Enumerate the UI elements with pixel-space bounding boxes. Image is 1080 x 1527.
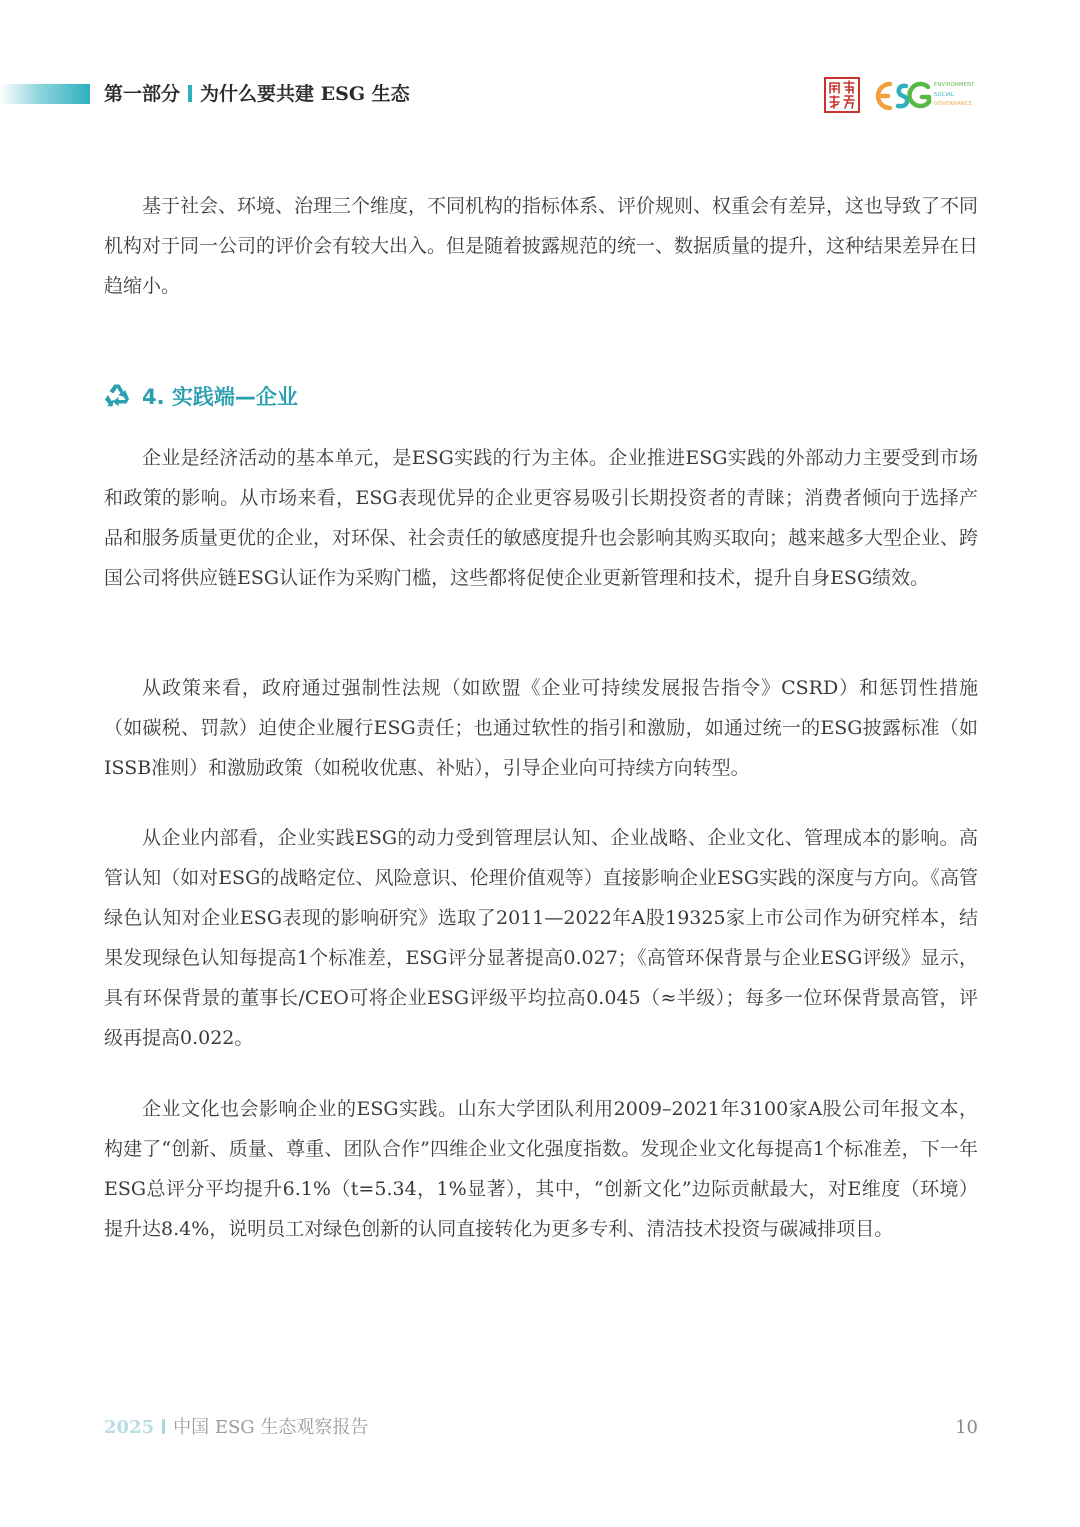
- esg-logo-line-environment: ENVIRONMENT: [934, 82, 975, 88]
- running-header: [104, 80, 410, 108]
- part-label: 第一部分: [104, 83, 181, 105]
- footer-divider: [162, 1419, 165, 1434]
- section-heading: [102, 378, 298, 414]
- paragraph-rating-differences: 基于社会、环境、治理三个维度，不同机构的指标体系、评价规则、权重会有差异，这也导致了不同机构对于同一公司的评价会有较大出入。但是随着披露规范的统一、数据质量的提升，这种结果差异在日趋缩小。: [104, 195, 979, 297]
- footer-year: 2025: [104, 1417, 155, 1438]
- seal-glyphs: [826, 79, 858, 111]
- southern-weekly-seal-logo: [824, 77, 860, 113]
- paragraph-internal-drivers: 从企业内部看，企业实践ESG的动力受到管理层认知、企业战略、企业文化、管理成本的影响。高管认知（如对ESG的战略定位、风险意识、伦理价值观等）直接影响企业ESG实践的深度与方向。《高管绿色认知对企业ESG表现的影响研究》选取了2011—2022年A股19325家上市公司作为研究样本，结果发现绿色认知每提高1个标准差，ESG评分显著提高0.027；《高管环保背景与企业ESG评级》显示，具有环保背景的董事长/CEO可将企业ESG评级平均拉高0.045（≈半级）；每多一位环保背景高管，评级再提高0.022。: [104, 827, 978, 1049]
- esg-logo-wordmark: [934, 81, 975, 110]
- header-divider: [188, 85, 192, 102]
- esg-logo-line-governance: GOVERNANCE: [934, 101, 973, 107]
- footer-report-title: 中国 ESG 生态观察报告: [173, 1417, 369, 1438]
- section-title: 4. 实践端—企业: [142, 385, 298, 409]
- page-number: 10: [955, 1417, 978, 1438]
- esg-logo-line-social: SOCIAL: [934, 91, 955, 98]
- header-accent-bar: [0, 84, 90, 104]
- esg-logo: [872, 76, 982, 116]
- paragraph-corporate-culture: 企业文化也会影响企业的ESG实践。山东大学团队利用2009–2021年3100家A股公司年报文本，构建了“创新、质量、尊重、团队合作”四维企业文化强度指数。发现企业文化每提高1个标准差，下一年ESG总评分平均提升6.1%（t=5.34，1%显著），其中，“创新文化”边际贡献最大，对E维度（环境）提升达8.4%，说明员工对绿色创新的认同直接转化为更多专利、清洁技术投资与碳减排项目。: [104, 1098, 978, 1240]
- paragraph-policy-drivers: 从政策来看，政府通过强制性法规（如欧盟《企业可持续发展报告指令》CSRD）和惩罚性措施（如碳税、罚款）迫使企业履行ESG责任；也通过软性的指引和激励，如通过统一的ESG披露标准（如ISSB准则）和激励政策（如税收优惠、补贴），引导企业向可持续方向转型。: [104, 677, 978, 779]
- paragraph-enterprise-external-drivers: 企业是经济活动的基本单元，是ESG实践的行为主体。企业推进ESG实践的外部动力主要受到市场和政策的影响。从市场来看，ESG表现优异的企业更容易吸引长期投资者的青睐；消费者倾向于选择产品和服务质量更优的企业，对环保、社会责任的敏感度提升也会影响其购买取向；越来越多大型企业、跨国公司将供应链ESG认证作为采购门槛，这些都将促使企业更新管理和技术，提升自身ESG绩效。: [104, 447, 979, 589]
- running-footer: [104, 1414, 368, 1442]
- chapter-title: 为什么要共建 ESG 生态: [200, 83, 410, 105]
- recycle-icon: [102, 381, 132, 411]
